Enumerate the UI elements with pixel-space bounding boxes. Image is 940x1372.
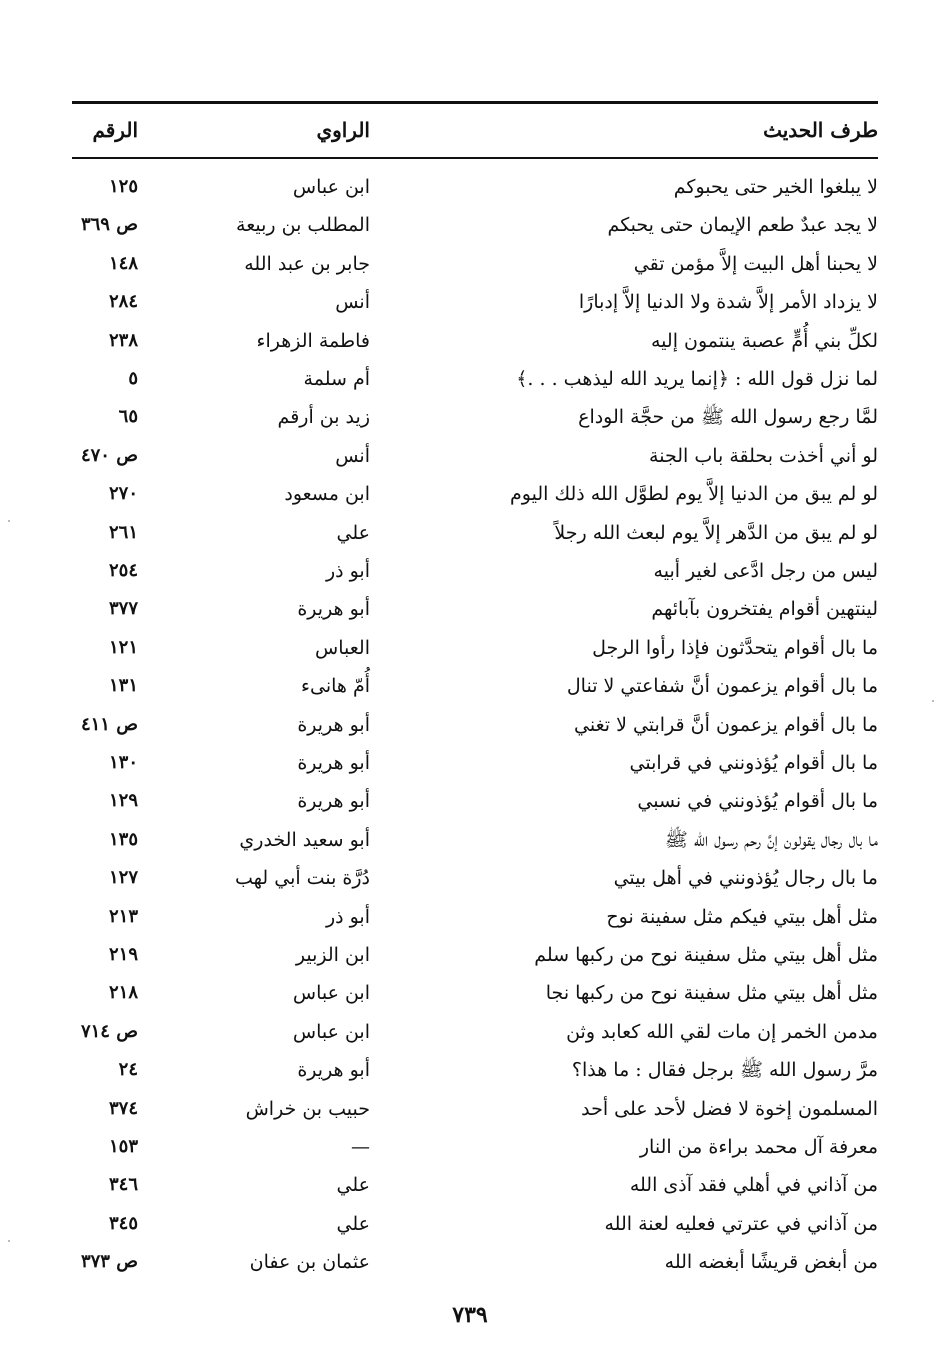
hadith-text: لا يحبنا أهل البيت إلاَّ مؤمن تقي <box>633 252 878 275</box>
hadith-number: ٦٥ <box>118 406 138 428</box>
table-row <box>72 629 878 667</box>
hadith-number: ص ٣٧٣ <box>80 1251 138 1273</box>
hadith-number: ٢٨٤ <box>108 291 138 313</box>
table-row <box>72 667 878 705</box>
table-row <box>72 475 878 513</box>
table-row <box>72 1128 878 1166</box>
table-row <box>72 859 878 897</box>
table-row <box>72 1166 878 1204</box>
narrator-name: أبو هريرة <box>297 598 370 621</box>
narrator-name: زيد بن أرقم <box>277 406 370 429</box>
hadith-text: لمَّا رجع رسول الله ﷺ من حجَّة الوداع <box>578 406 878 429</box>
narrator-name: أبو ذر <box>325 905 370 928</box>
table-row <box>72 1243 878 1281</box>
hadith-number: ص ٧١٤ <box>80 1020 138 1042</box>
hadith-number: ٢٤ <box>118 1059 138 1081</box>
narrator-name: علي <box>336 1212 370 1235</box>
hadith-text: مثل أهل بيتي مثل سفينة نوح من ركبها نجا <box>545 982 878 1005</box>
hadith-text: لو أني أخذت بحلقة باب الجنة <box>649 444 878 467</box>
hadith-text: مرَّ رسول الله ﷺ برجل فقال : ما هذا؟ <box>571 1059 878 1082</box>
hadith-number: ٢١٣ <box>108 905 138 927</box>
table-row <box>72 1013 878 1051</box>
narrator-name: المطلب بن ربيعة <box>236 214 370 237</box>
narrator-name: ابن عباس <box>292 1020 370 1043</box>
hadith-number: ١٥٣ <box>108 1136 138 1157</box>
hadith-number: ص ٤٧٠ <box>80 444 138 466</box>
hadith-number: ١٢٥ <box>108 176 138 197</box>
hadith-number: ٣٧٤ <box>108 1097 138 1119</box>
hadith-text: من آذاني في عترتي فعليه لعنة الله <box>604 1212 878 1235</box>
hadith-number: ٢٥٤ <box>108 560 138 581</box>
margin-dot <box>8 520 10 522</box>
table-row <box>72 514 878 552</box>
table-row <box>72 898 878 936</box>
hadith-text: مثل أهل بيتي فيكم مثل سفينة نوح <box>606 905 878 928</box>
table-row <box>72 590 878 628</box>
narrator-name: عثمان بن عفان <box>249 1251 370 1274</box>
hadith-text: ما بال أقوام يتحدَّثون فإذا رأوا الرجل <box>592 636 878 659</box>
table-row <box>72 936 878 974</box>
table-row <box>72 744 878 782</box>
narrator-name: أبو سعيد الخدري <box>239 828 370 851</box>
table-row <box>72 1090 878 1128</box>
narrator-name: جابر بن عبد الله <box>244 252 370 275</box>
header-narrator: الراوي <box>316 118 370 142</box>
header-number: الرقم <box>92 118 138 142</box>
narrator-name: أبو ذر <box>325 560 370 582</box>
narrator-name: — <box>351 1136 370 1158</box>
table-row <box>72 322 878 360</box>
hadith-text: لا يزداد الأمر إلاَّ شدة ولا الدنيا إلاَّ إدبارًا <box>578 291 878 314</box>
hadith-number: ٣٤٦ <box>108 1174 138 1196</box>
hadith-number: ٣٧٧ <box>108 598 138 620</box>
narrator-name: أبو هريرة <box>297 752 370 774</box>
narrator-name: العباس <box>315 636 370 659</box>
table-row <box>72 283 878 321</box>
narrator-name: أبو هريرة <box>297 1059 370 1082</box>
table-row <box>72 398 878 436</box>
hadith-text: لكلِّ بني أُمٍّ عصبة ينتمون إليه <box>651 329 878 352</box>
narrator-name: حبيب بن خراش <box>245 1097 370 1120</box>
hadith-text: ما بال رجال يقولون إنَّ رحم رسول الله ﷺ <box>664 828 878 851</box>
hadith-text: لا يبلغوا الخير حتى يحبوكم <box>673 176 878 198</box>
hadith-text: لو لم يبق من الدنيا إلاَّ يوم لطوَّل الله ذلك اليوم <box>510 483 878 506</box>
header-rule <box>72 157 878 159</box>
hadith-number: ١٤٨ <box>108 252 138 274</box>
narrator-name: أبو هريرة <box>297 790 370 813</box>
table-row <box>72 206 878 244</box>
hadith-number: ٢٣٨ <box>108 329 138 351</box>
hadith-number: ١٢٧ <box>108 867 138 889</box>
hadith-text: المسلمون إخوة لا فضل لأحد على أحد <box>581 1097 878 1120</box>
table-row <box>72 706 878 744</box>
narrator-name: أنس <box>335 444 370 467</box>
hadith-number: ٢٦١ <box>108 521 138 543</box>
hadith-text: من آذاني في أهلي فقد آذى الله <box>629 1174 878 1197</box>
hadith-text: معرفة آل محمد براءة من النار <box>639 1136 878 1158</box>
narrator-name: أم سلمة <box>303 368 370 390</box>
hadith-text: لو لم يبق من الدَّهر إلاَّ يوم لبعث الله رجلاً <box>554 521 878 544</box>
hadith-number: ٢٧٠ <box>108 483 138 505</box>
narrator-name: أُمّ هانىء <box>301 675 370 698</box>
narrator-name: ابن الزبير <box>295 944 370 966</box>
table-row <box>72 821 878 859</box>
hadith-number: ٣٤٥ <box>108 1212 138 1234</box>
narrator-name: ابن مسعود <box>284 483 370 506</box>
hadith-text: ما بال أقوام يُؤذونني في نسبي <box>637 790 878 813</box>
header-hadith: طرف الحديث <box>763 118 878 142</box>
table-row <box>72 1205 878 1243</box>
narrator-name: علي <box>336 1174 370 1197</box>
hadith-number: ٢١٨ <box>108 982 138 1004</box>
narrator-name: ابن عباس <box>292 176 370 198</box>
narrator-name: ابن عباس <box>292 982 370 1005</box>
hadith-text: مدمن الخمر إن مات لقي الله كعابد وثن <box>566 1020 878 1043</box>
table-row <box>72 360 878 398</box>
hadith-number: ١٣٥ <box>108 828 138 850</box>
table-row <box>72 1051 878 1089</box>
table-row <box>72 245 878 283</box>
narrator-name: أبو هريرة <box>297 713 370 736</box>
table-row <box>72 974 878 1012</box>
hadith-number: ١٣٠ <box>108 752 138 773</box>
hadith-number: ص ٤١١ <box>80 713 138 735</box>
hadith-number: ٢١٩ <box>108 944 138 965</box>
hadith-text: ما بال أقوام يزعمون أنَّ قرابتي لا تغني <box>574 713 878 736</box>
narrator-name: علي <box>336 521 370 544</box>
hadith-text: ما بال أقوام يُؤذونني في قرابتي <box>629 752 878 774</box>
table-row <box>72 168 878 206</box>
narrator-name: دُرَّة بنت أبي لهب <box>235 867 370 890</box>
hadith-number: ١٣١ <box>108 675 138 697</box>
hadith-text: ما بال رجال يُؤذونني في أهل بيتي <box>613 867 878 890</box>
hadith-number: ص ٣٦٩ <box>80 214 138 236</box>
top-rule <box>72 101 878 104</box>
hadith-text: مثل أهل بيتي مثل سفينة نوح من ركبها سلم <box>534 944 878 966</box>
page-number: ٧٣٩ <box>452 1302 488 1328</box>
hadith-text: من أبغض قريشًا أبغضه الله <box>664 1251 878 1274</box>
hadith-number: ٥ <box>128 368 138 389</box>
table-row <box>72 437 878 475</box>
narrator-name: أنس <box>335 291 370 314</box>
narrator-name: فاطمة الزهراء <box>256 329 370 352</box>
hadith-text: ليس من رجل ادَّعى لغير أبيه <box>653 560 878 582</box>
table-row <box>72 552 878 590</box>
hadith-number: ١٢١ <box>108 636 138 658</box>
hadith-text: لما نزل قول الله : ﴿إنما يريد الله ليذهب . . .﴾ <box>516 368 878 390</box>
table-header <box>72 112 878 148</box>
hadith-text: لا يجد عبدٌ طعم الإيمان حتى يحبكم <box>607 214 878 237</box>
hadith-number: ١٢٩ <box>108 790 138 812</box>
table-row <box>72 782 878 820</box>
hadith-text: لينتهين أقوام يفتخرون بآبائهم <box>651 598 878 621</box>
margin-dot <box>932 700 934 702</box>
margin-dot <box>8 1240 10 1242</box>
hadith-text: ما بال أقوام يزعمون أنَّ شفاعتي لا تنال <box>566 675 878 698</box>
